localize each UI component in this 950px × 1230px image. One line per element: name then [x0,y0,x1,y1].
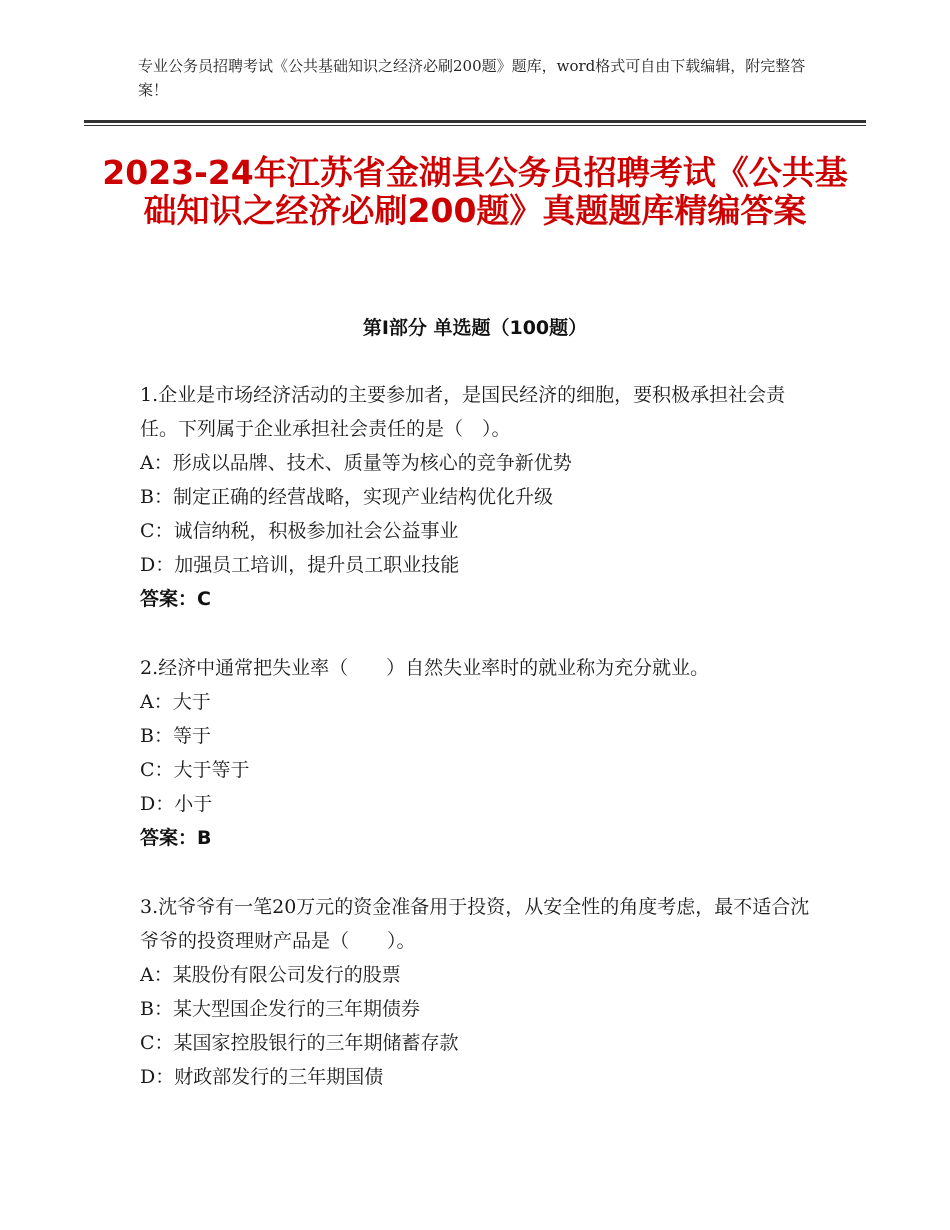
option-b: B：制定正确的经营战略，实现产业结构优化升级 [140,486,553,508]
question-3 [140,890,820,1094]
option-a: A：某股份有限公司发行的股票 [140,964,401,986]
section-title: 第Ⅰ部分 单选题（100题） [362,317,588,339]
answer-label: 答案：C [140,588,211,610]
header-note: 专业公务员招聘考试《公共基础知识之经济必刷200题》题库，word格式可自由下载编辑，附完整答案！ [138,57,806,99]
question-text: 2.经济中通常把失业率（ ）自然失业率时的就业称为充分就业。 [140,657,710,679]
answer-label: 答案：B [140,827,212,849]
header-divider [84,120,866,123]
option-a: A：形成以品牌、技术、质量等为核心的竞争新优势 [140,452,572,474]
option-c: C：大于等于 [140,759,250,781]
option-b: B：某大型国企发行的三年期债券 [140,998,420,1020]
question-text: 1.企业是市场经济活动的主要参加者，是国民经济的细胞，要积极承担社会责任。下列属于企业承担社会责任的是（ ）。 [140,384,786,440]
option-d: D：财政部发行的三年期国债 [140,1066,384,1088]
option-c: C：诚信纳税，积极参加社会公益事业 [140,520,459,542]
question-list [140,378,820,1129]
header-divider-thin [84,125,866,126]
document-title: 2023-24年江苏省金湖县公务员招聘考试《公共基础知识之经济必刷200题》真题题库精编答案 [102,153,848,230]
option-d: D：加强员工培训，提升员工职业技能 [140,554,460,576]
option-c: C：某国家控股银行的三年期储蓄存款 [140,1032,459,1054]
option-d: D：小于 [140,793,213,815]
question-text: 3.沈爷爷有一笔20万元的资金准备用于投资，从安全性的角度考虑，最不适合沈爷爷的投资理财产品是（ ）。 [140,896,810,952]
option-b: B：等于 [140,725,211,747]
question-1 [140,378,820,616]
option-a: A：大于 [140,691,211,713]
question-2 [140,651,820,855]
